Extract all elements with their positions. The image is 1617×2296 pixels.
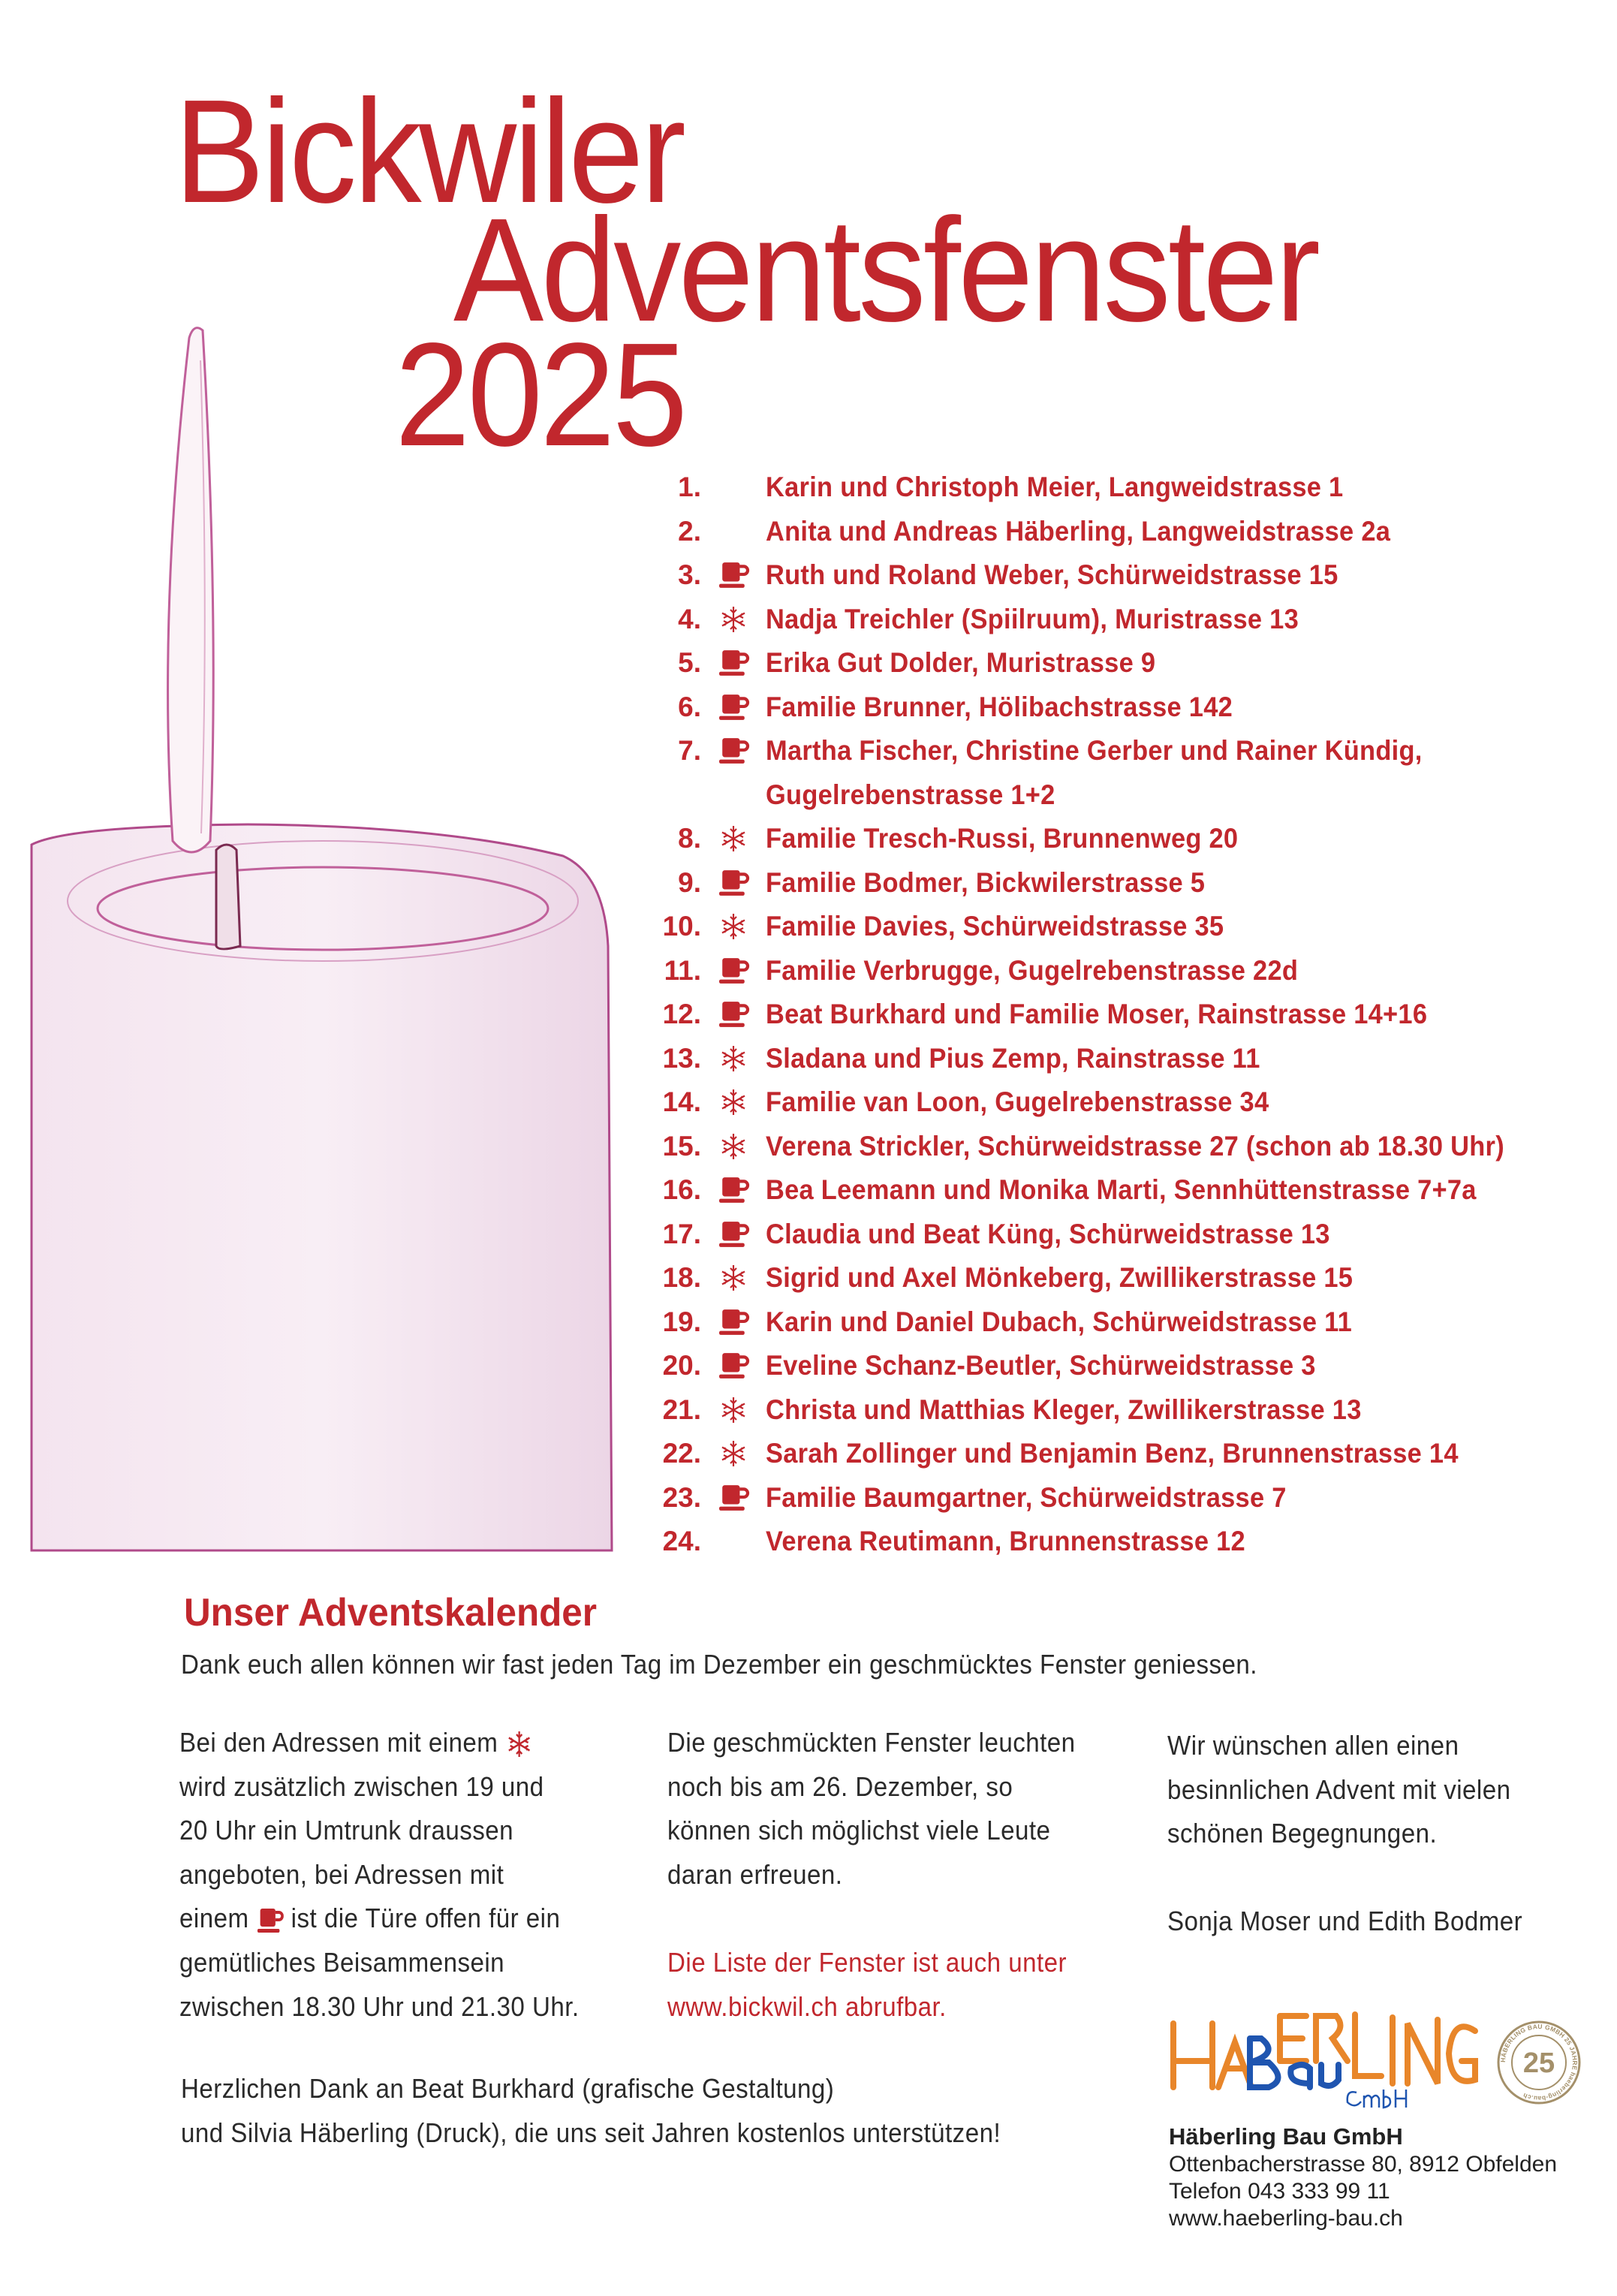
- cup-icon: [701, 1351, 766, 1380]
- list-item: [646, 773, 1617, 817]
- snowflake-icon: [701, 1044, 766, 1074]
- col1-line: wird zusätzlich zwischen 19 und: [179, 1770, 544, 1802]
- col3-line: besinnlichen Advent mit vielen: [1167, 1773, 1511, 1805]
- window-host: Familie Baumgartner, Schürweidstrasse 7: [766, 1481, 1287, 1513]
- window-host: Nadja Treichler (Spiilruum), Muristrasse 13: [766, 603, 1299, 634]
- anniversary-badge: [1496, 2020, 1582, 2105]
- list-item: [646, 861, 1617, 905]
- window-number: 12.: [662, 999, 701, 1029]
- col2-line: noch bis am 26. Dezember, so: [667, 1770, 1013, 1802]
- snowflake-icon: [701, 911, 766, 942]
- window-host: Familie Verbrugge, Gugelrebenstrasse 22d: [766, 954, 1299, 986]
- window-number: 2.: [678, 515, 701, 547]
- snowflake-icon: [701, 1087, 766, 1117]
- snowflake-icon: [701, 1131, 766, 1162]
- window-host: Sarah Zollinger und Benjamin Benz, Brunnenstrasse 14: [766, 1438, 1459, 1469]
- candle-illustration: [23, 315, 623, 1554]
- list-item: [646, 466, 1617, 509]
- title-line-2: Adventsfenster: [453, 188, 1318, 352]
- list-item: [646, 1256, 1617, 1300]
- window-host: Verena Strickler, Schürweidstrasse 27 (schon ab 18.30 Uhr): [766, 1130, 1504, 1162]
- list-item: [646, 1168, 1617, 1212]
- window-number: 6.: [678, 691, 701, 722]
- title-line-3: 2025: [395, 312, 685, 477]
- column-3: [1167, 1724, 1522, 1944]
- window-host: Beat Burkhard und Familie Moser, Rainstrasse 14+16: [766, 999, 1428, 1029]
- window-number: 22.: [662, 1438, 701, 1469]
- cup-icon: [701, 1000, 766, 1029]
- col2-line: können sich möglichst viele Leute: [667, 1815, 1051, 1846]
- thanks-line: Herzlichen Dank an Beat Burkhard (grafische Gestaltung): [181, 2073, 835, 2104]
- list-item: [646, 1476, 1617, 1520]
- cup-icon: [701, 869, 766, 897]
- snowflake-icon: [701, 1439, 766, 1469]
- col1-line: Bei den Adressen mit einem: [179, 1727, 498, 1758]
- snowflake-icon: [505, 1729, 533, 1759]
- sponsor-web[interactable]: www.haeberling-bau.ch: [1169, 2206, 1403, 2231]
- website-link[interactable]: www.bickwil.ch abrufbar.: [667, 1990, 947, 2022]
- window-host: Familie Bodmer, Bickwilerstrasse 5: [766, 866, 1206, 898]
- list-item: [646, 1300, 1617, 1344]
- title-line-1: Bickwiler: [174, 69, 684, 234]
- list-item: [646, 1388, 1617, 1432]
- window-number: 5.: [678, 647, 701, 678]
- cup-icon: [256, 1907, 284, 1934]
- list-item: [646, 1080, 1617, 1124]
- cup-icon: [701, 693, 766, 722]
- col2-line: Die geschmückten Fenster leuchten: [667, 1727, 1076, 1758]
- haeberling-logo: [1167, 2008, 1483, 2114]
- window-number: 13.: [662, 1042, 701, 1074]
- window-host: Christa und Matthias Kleger, Zwillikerstrasse 13: [766, 1394, 1362, 1425]
- window-host: Gugelrebenstrasse 1+2: [766, 779, 1055, 810]
- window-number: 10.: [662, 911, 701, 942]
- cup-icon: [701, 957, 766, 985]
- window-number: 19.: [662, 1306, 701, 1337]
- window-number: 21.: [662, 1394, 701, 1425]
- list-item: [646, 817, 1617, 860]
- snowflake-icon: [701, 824, 766, 854]
- cup-icon: [701, 561, 766, 589]
- sponsor-address: Ottenbacherstrasse 80, 8912 Obfelden: [1169, 2152, 1558, 2177]
- col2-line: daran erfreuen.: [667, 1858, 843, 1890]
- window-number: 18.: [662, 1262, 701, 1293]
- window-number: 17.: [662, 1218, 701, 1249]
- window-host: Familie Tresch-Russi, Brunnenweg 20: [766, 823, 1239, 854]
- window-number: 15.: [662, 1130, 701, 1162]
- window-host: Karin und Christoph Meier, Langweidstrasse 1: [766, 472, 1344, 502]
- snowflake-icon: [701, 604, 766, 634]
- col1-line: angeboten, bei Adressen mit: [179, 1858, 504, 1890]
- website-note: Die Liste der Fenster ist auch unter: [667, 1946, 1067, 1978]
- window-host: Verena Reutimann, Brunnenstrasse 12: [766, 1526, 1245, 1556]
- window-host: Sladana und Pius Zemp, Rainstrasse 11: [766, 1042, 1260, 1074]
- list-item: [646, 1125, 1617, 1168]
- list-item: [646, 1432, 1617, 1475]
- window-number: 7.: [678, 735, 701, 766]
- list-item: [646, 1037, 1617, 1080]
- window-host: Anita und Andreas Häberling, Langweidstrasse 2a: [766, 515, 1391, 547]
- signature: Sonja Moser und Edith Bodmer: [1167, 1906, 1523, 1937]
- col1-line: einem: [179, 1903, 249, 1934]
- window-number: 4.: [678, 603, 701, 634]
- window-number: 16.: [662, 1174, 701, 1205]
- svg-text:25: 25: [1522, 2047, 1555, 2079]
- list-item: [646, 685, 1617, 729]
- window-number: 9.: [678, 866, 701, 898]
- list-item: [646, 729, 1617, 773]
- list-item: [646, 1213, 1617, 1256]
- sponsor-name: Häberling Bau GmbH: [1169, 2123, 1403, 2150]
- col1-line: ist die Türe offen für ein: [291, 1903, 561, 1934]
- snowflake-icon: [701, 1263, 766, 1293]
- col1-line: 20 Uhr ein Umtrunk draussen: [179, 1815, 514, 1846]
- badge-ring-text: HÄBERLING BAU GMBH 25 JAHRE haeberling-bau.ch: [1498, 2022, 1579, 2103]
- window-number: 3.: [678, 559, 701, 590]
- list-item: [646, 1520, 1617, 1563]
- list-item: [646, 598, 1617, 641]
- window-host: Familie Brunner, Hölibachstrasse 142: [766, 691, 1233, 722]
- cup-icon: [701, 1308, 766, 1336]
- window-host: Eveline Schanz-Beutler, Schürweidstrasse 3: [766, 1350, 1316, 1381]
- list-item: [646, 905, 1617, 948]
- snowflake-icon: [701, 1395, 766, 1425]
- window-host: Erika Gut Dolder, Muristrasse 9: [766, 647, 1156, 678]
- section-heading: Unser Adventskalender: [184, 1591, 598, 1635]
- col1-line: gemütliches Beisammensein: [179, 1946, 505, 1978]
- window-number: 23.: [662, 1481, 701, 1513]
- window-host: Sigrid und Axel Mönkeberg, Zwillikerstrasse 15: [766, 1262, 1354, 1293]
- col1-line: zwischen 18.30 Uhr und 21.30 Uhr.: [179, 1990, 580, 2022]
- window-number: 14.: [662, 1086, 701, 1117]
- window-host: Familie Davies, Schürweidstrasse 35: [766, 911, 1224, 942]
- list-item: [646, 553, 1617, 597]
- window-number: 1.: [678, 472, 701, 502]
- sponsor-info: [1169, 2123, 1557, 2232]
- window-host: Bea Leemann und Monika Marti, Sennhüttenstrasse 7+7a: [766, 1174, 1477, 1205]
- section-intro: Dank euch allen können wir fast jeden Tag im Dezember ein geschmücktes Fenster geniessen.: [181, 1649, 1257, 1680]
- thanks: [181, 2067, 1001, 2155]
- window-number: 11.: [664, 954, 701, 986]
- sponsor-phone: Telefon 043 333 99 11: [1169, 2179, 1390, 2204]
- window-host: Claudia und Beat Küng, Schürweidstrasse 13: [766, 1218, 1330, 1249]
- list-item: [646, 993, 1617, 1036]
- list-item: [646, 1344, 1617, 1388]
- cup-icon: [701, 737, 766, 765]
- col3-line: Wir wünschen allen einen: [1167, 1730, 1459, 1761]
- thanks-line: und Silvia Häberling (Druck), die uns seit Jahren kostenlos unterstützen!: [181, 2117, 1001, 2148]
- window-host: Ruth und Roland Weber, Schürweidstrasse 15: [766, 559, 1338, 590]
- list-item: [646, 510, 1617, 553]
- list-item: [646, 949, 1617, 993]
- cup-icon: [701, 649, 766, 677]
- list-item: [646, 641, 1617, 685]
- window-host: Familie van Loon, Gugelrebenstrasse 34: [766, 1086, 1269, 1117]
- window-host: Martha Fischer, Christine Gerber und Rainer Kündig,: [766, 735, 1423, 766]
- column-2: [667, 1721, 1076, 2029]
- column-1: [179, 1721, 580, 2029]
- cup-icon: [701, 1176, 766, 1204]
- window-number: 24.: [662, 1526, 701, 1556]
- window-number: 8.: [678, 823, 701, 854]
- window-number: 20.: [662, 1350, 701, 1381]
- cup-icon: [701, 1484, 766, 1512]
- col3-line: schönen Begegnungen.: [1167, 1818, 1438, 1849]
- window-host: Karin und Daniel Dubach, Schürweidstrasse 11: [766, 1306, 1353, 1337]
- cup-icon: [701, 1220, 766, 1249]
